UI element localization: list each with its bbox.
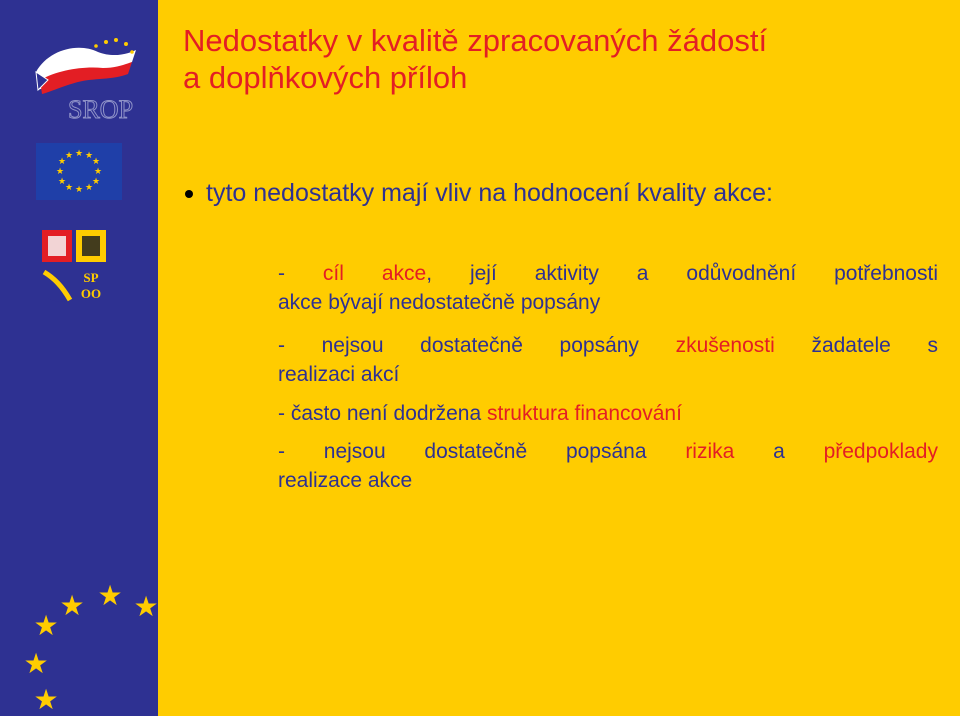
sidebar	[0, 0, 158, 716]
svg-text:★: ★	[84, 151, 94, 161]
item-4-prefix: - nejsou dostatečně popsána	[278, 440, 647, 463]
svg-text:★: ★	[74, 185, 84, 195]
page-title	[183, 22, 943, 96]
bullet-dot-icon	[185, 190, 193, 198]
region-coat-of-arms-icon	[40, 228, 108, 308]
svg-text:★: ★	[91, 177, 101, 187]
coat-text-top: SP	[83, 270, 99, 285]
item-2-suffix: žadatele s	[811, 334, 938, 357]
list-item-2	[278, 331, 938, 389]
svg-text:★: ★	[57, 177, 67, 187]
srop-logo-text: SROP	[68, 95, 134, 124]
item-2-prefix: - nejsou dostatečně popsány	[278, 334, 639, 357]
svg-text:★: ★	[91, 157, 101, 167]
item-4-red-1: rizika	[685, 440, 735, 463]
svg-text:★: ★	[59, 589, 85, 622]
item-4-line-2: realizace akce	[278, 469, 413, 492]
svg-text:★: ★	[23, 647, 49, 680]
page-title-line-1: Nedostatky v kvalitě zpracovaných žádostí	[183, 23, 768, 58]
item-3-red: struktura financování	[486, 402, 682, 425]
svg-text:★: ★	[133, 590, 159, 623]
list-item-3	[278, 399, 938, 428]
item-1-line-2: akce bývají nedostatečně popsány	[278, 291, 601, 314]
svg-text:★: ★	[84, 183, 94, 193]
item-3-prefix: - často není dodržena	[278, 402, 482, 425]
main-bullet	[183, 178, 938, 209]
item-2-red: zkušenosti	[675, 334, 775, 357]
svg-text:★: ★	[55, 167, 65, 177]
coat-text-bottom: OO	[80, 286, 102, 301]
svg-text:★: ★	[64, 151, 74, 161]
svg-text:★: ★	[74, 149, 84, 159]
svg-text:★: ★	[97, 579, 123, 612]
svg-text:★: ★	[64, 183, 74, 193]
item-1-dash: -	[278, 262, 285, 285]
svg-text:★: ★	[57, 157, 67, 167]
item-4-mid: a	[773, 440, 785, 463]
svg-text:★: ★	[33, 683, 59, 716]
page-title-line-2: a doplňkových příloh	[183, 60, 468, 95]
eu-stars-arc-decoration	[0, 560, 200, 716]
item-1-rest: , její aktivity a odůvodnění potřebnosti	[426, 262, 938, 285]
list-item-1	[278, 259, 938, 317]
main-bullet-text: tyto nedostatky mají vliv na hodnocení kvality akce:	[206, 179, 773, 207]
item-1-red: cíl akce	[322, 262, 427, 285]
item-4-red-2: předpoklady	[823, 440, 938, 463]
eu-flag-icon	[36, 143, 122, 200]
list-item-4	[278, 437, 938, 495]
svg-text:★: ★	[33, 609, 59, 642]
srop-logo	[28, 30, 143, 125]
item-2-line-2: realizaci akcí	[278, 363, 400, 386]
svg-text:★: ★	[93, 167, 103, 177]
